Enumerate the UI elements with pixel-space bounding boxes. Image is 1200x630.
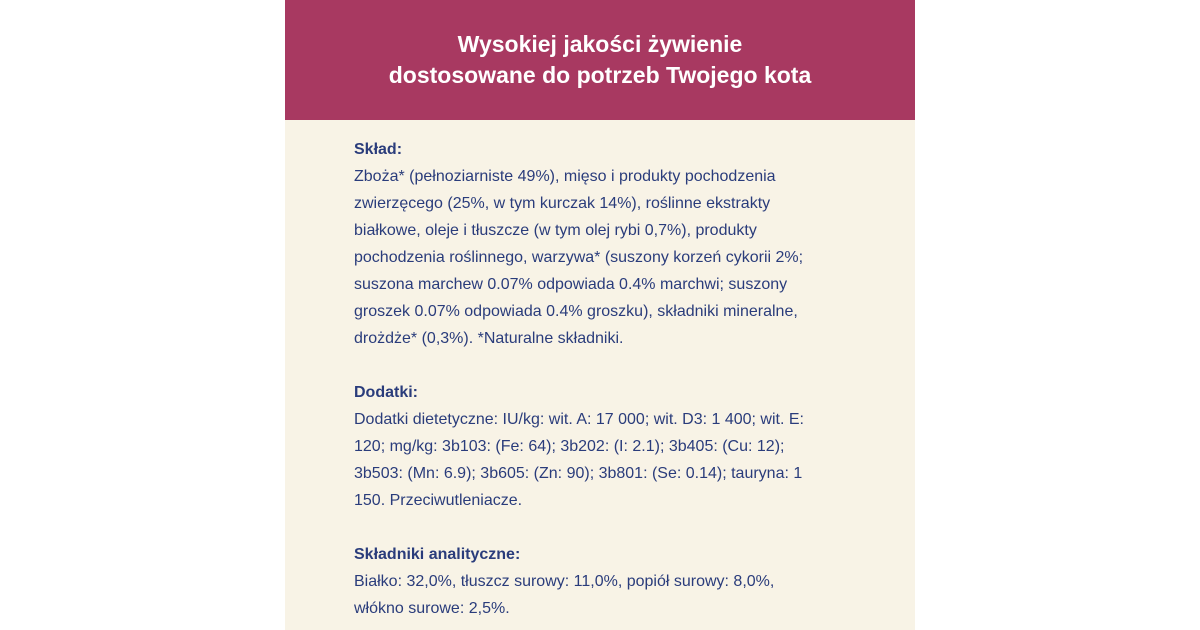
composition-line: groszek 0.07% odpowiada 0.4% groszku), składniki mineralne, bbox=[354, 303, 798, 320]
composition-line: zwierzęcego (25%, w tym kurczak 14%), roślinne ekstrakty bbox=[354, 195, 771, 212]
content-area bbox=[354, 136, 854, 622]
composition-section bbox=[354, 136, 854, 352]
additives-line: Dodatki dietetyczne: IU/kg: wit. A: 17 000; wit. D3: 1 400; wit. E: bbox=[354, 411, 804, 428]
additives-line: 120; mg/kg: 3b103: (Fe: 64); 3b202: (I: 2.1); 3b405: (Cu: 12); bbox=[354, 438, 785, 455]
composition-title: Skład: bbox=[354, 141, 403, 158]
additives-section bbox=[354, 379, 854, 514]
header-banner bbox=[285, 0, 915, 120]
analytical-line: Białko: 32,0%, tłuszcz surowy: 11,0%, popiół surowy: 8,0%, bbox=[354, 573, 775, 590]
composition-line: pochodzenia roślinnego, warzywa* (suszony korzeń cykorii 2%; bbox=[354, 249, 804, 266]
analytical-section bbox=[354, 541, 854, 622]
header-title-line-2: dostosowane do potrzeb Twojego kota bbox=[388, 62, 812, 88]
additives-line: 3b503: (Mn: 6.9); 3b605: (Zn: 90); 3b801: (Se: 0.14); tauryna: 1 bbox=[354, 465, 803, 482]
additives-title: Dodatki: bbox=[354, 384, 418, 401]
header-title-line-1: Wysokiej jakości żywienie bbox=[457, 31, 743, 57]
composition-line: suszona marchew 0.07% odpowiada 0.4% marchwi; suszony bbox=[354, 276, 788, 293]
composition-line: białkowe, oleje i tłuszcze (w tym olej rybi 0,7%), produkty bbox=[354, 222, 757, 239]
analytical-line: włókno surowe: 2,5%. bbox=[354, 600, 510, 617]
analytical-title: Składniki analityczne: bbox=[354, 546, 521, 563]
product-info-panel bbox=[285, 0, 915, 630]
composition-line: drożdże* (0,3%). *Naturalne składniki. bbox=[354, 330, 624, 347]
additives-line: 150. Przeciwutleniacze. bbox=[354, 492, 523, 509]
composition-line: Zboża* (pełnoziarniste 49%), mięso i produkty pochodzenia bbox=[354, 168, 776, 185]
